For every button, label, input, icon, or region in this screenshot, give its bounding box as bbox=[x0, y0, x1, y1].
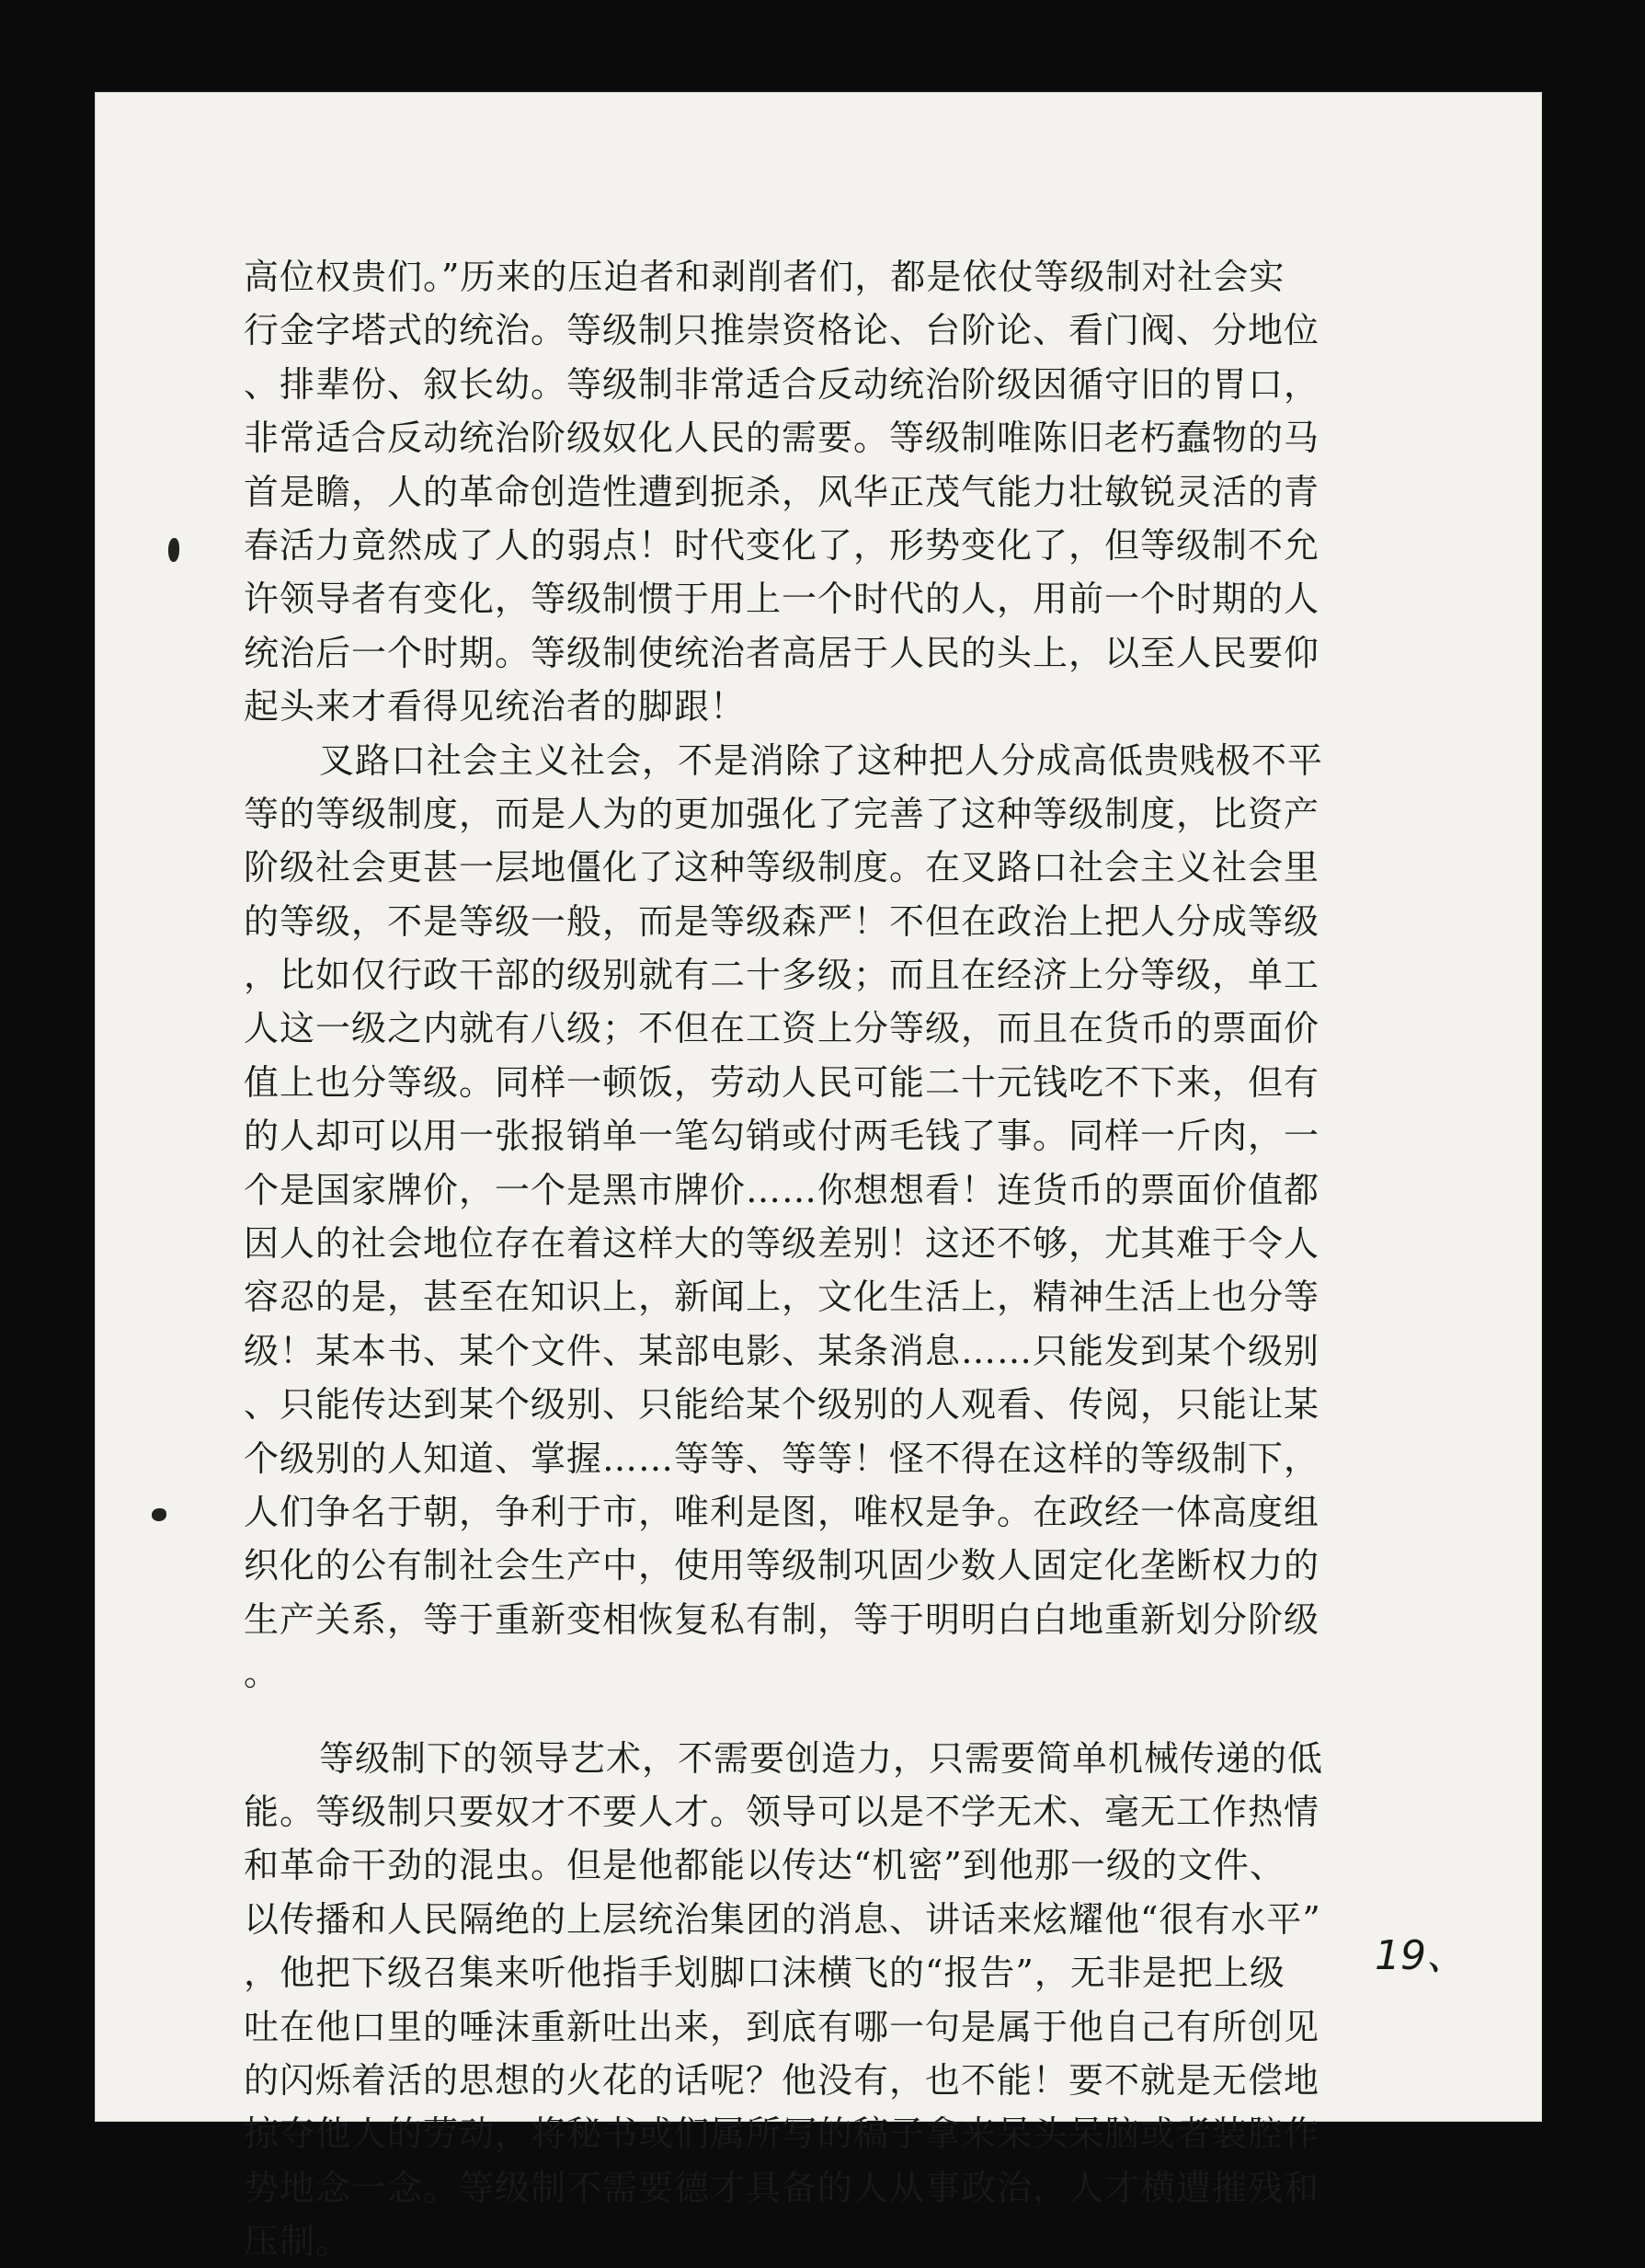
text-line: 首是瞻，人的革命创造性遭到扼杀，风华正茂气能力壮敏锐灵活的青 bbox=[244, 471, 1320, 512]
text-line: 等的等级制度，而是人为的更加强化了完善了这种等级制度，比资产 bbox=[244, 793, 1320, 834]
text-line: 级！某本书、某个文件、某部电影、某条消息……只能发到某个级别 bbox=[244, 1330, 1320, 1371]
text-line: 以传播和人民隔绝的上层统治集团的消息、讲话来炫耀他“很有水平” bbox=[244, 1898, 1321, 1940]
text-line: 和革命干劲的混虫。但是他都能以传达“机密”到他那一级的文件、 bbox=[244, 1845, 1285, 1886]
text-line: 因人的社会地位存在着这样大的等级差别！这还不够，尤其难于令人 bbox=[244, 1223, 1320, 1265]
text-line: 起头来才看得见统治者的脚跟！ bbox=[244, 686, 747, 727]
text-line: 生产关系，等于重新变相恢复私有制，等于明明白白地重新划分阶级 bbox=[244, 1598, 1320, 1640]
text-line: 势地念一念。等级制不需要德才具备的人从事政治，人才横遭摧残和 bbox=[244, 2167, 1320, 2208]
text-line: ，比如仅行政干部的级别就有二十多级；而且在经济上分等级，单工 bbox=[244, 955, 1320, 996]
paragraph bbox=[244, 250, 1494, 734]
text-line: 等级制下的领导艺术，不需要创造力，只需要简单机械传递的低 bbox=[319, 1737, 1324, 1779]
text-line: 高位权贵们。”历来的压迫者和剥削者们，都是依仗等级制对社会实 bbox=[244, 257, 1285, 297]
page-number: 19、 bbox=[1375, 1932, 1467, 1979]
ink-blot-mark bbox=[152, 1508, 166, 1521]
text-line: 。 bbox=[244, 1653, 280, 1694]
text-line: 、只能传达到某个级别、只能给某个级别的人观看、传阅，只能让某 bbox=[244, 1384, 1320, 1426]
text-line: 的等级，不是等级一般，而是等级森严！不但在政治上把人分成等级 bbox=[244, 900, 1320, 942]
text-line: 压制。 bbox=[244, 2221, 352, 2262]
text-line: 统治后一个时期。等级制使统治者高居于人民的头上，以至人民要仰 bbox=[244, 632, 1320, 673]
text-line: 个是国家牌价，一个是黑市牌价……你想想看！连货币的票面价值都 bbox=[244, 1169, 1320, 1210]
text-line: 的闪烁着活的思想的火花的话呢？他没有，也不能！要不就是无偿地 bbox=[244, 2059, 1320, 2101]
text-line: 容忍的是，甚至在知识上，新闻上，文化生活上，精神生活上也分等 bbox=[244, 1277, 1320, 1318]
text-line: 阶级社会更甚一层地僵化了这种等级制度。在叉路口社会主义社会里 bbox=[244, 847, 1320, 888]
paragraph bbox=[244, 1732, 1494, 2268]
text-line: 能。等级制只要奴才不要人才。领导可以是不学无术、毫无工作热情 bbox=[244, 1791, 1320, 1832]
text-line: 吐在他口里的唾沫重新吐出来，到底有哪一句是属于他自己有所创见 bbox=[244, 2006, 1320, 2047]
text-line: 春活力竟然成了人的弱点！时代变化了，形势变化了，但等级制不允 bbox=[244, 524, 1320, 566]
text-line: 人这一级之内就有八级；不但在工资上分等级，而且在货币的票面价 bbox=[244, 1008, 1320, 1049]
text-line: 非常适合反动统治阶级奴化人民的需要。等级制唯陈旧老朽蠢物的马 bbox=[244, 418, 1320, 459]
text-line: 行金字塔式的统治。等级制只推崇资格论、台阶论、看门阀、分地位 bbox=[244, 310, 1320, 351]
text-line: 值上也分等级。同样一顿饭，劳动人民可能二十元钱吃不下来，但有 bbox=[244, 1061, 1320, 1103]
text-line: 叉路口社会主义社会，不是消除了这种把人分成高低贵贱极不平 bbox=[319, 739, 1324, 781]
handwritten-text-body bbox=[244, 250, 1494, 2268]
text-line: ，他把下级召集来听他指手划脚口沫横飞的“报告”，无非是把上级 bbox=[244, 1953, 1285, 1994]
ink-blot-mark bbox=[168, 538, 179, 562]
text-line: 、排辈份、叙长幼。等级制非常适合反动统治阶级因循守旧的胃口， bbox=[244, 363, 1320, 405]
text-line: 人们争名于朝，争利于市，唯利是图，唯权是争。在政经一体高度组 bbox=[244, 1491, 1320, 1532]
text-line: 的人却可以用一张报销单一笔勾销或付两毛钱了事。同样一斤肉，一 bbox=[244, 1116, 1320, 1157]
paragraph bbox=[244, 734, 1494, 1701]
text-line: 织化的公有制社会生产中，使用等级制巩固少数人固定化垄断权力的 bbox=[244, 1545, 1320, 1586]
text-line: 掠夺他人的劳动，将秘书或们属所写的稿子拿来呆头呆脑或者装腔作 bbox=[244, 2113, 1320, 2155]
text-line: 个级别的人知道、掌握……等等、等等！怪不得在这样的等级制下， bbox=[244, 1438, 1320, 1479]
paragraph-spacer bbox=[244, 1701, 1494, 1732]
text-line: 许领导者有变化，等级制惯于用上一个时代的人，用前一个时期的人 bbox=[244, 578, 1320, 620]
